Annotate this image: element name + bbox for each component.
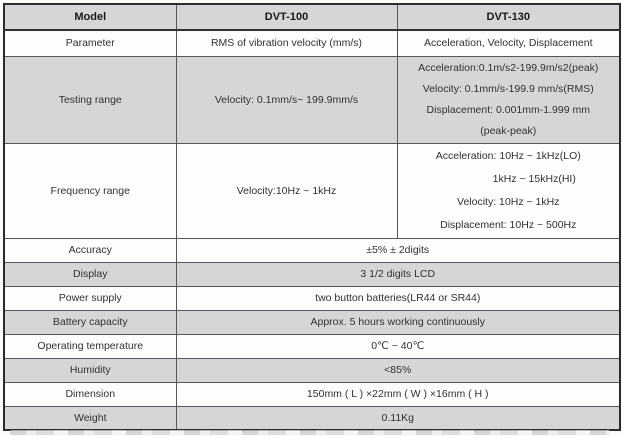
row-operating-temperature-label: Operating temperature [4, 334, 176, 358]
row-parameter-label: Parameter [4, 30, 176, 56]
row-display [4, 262, 620, 286]
testing-range-line-peak-peak: (peak-peak) [480, 125, 537, 138]
row-dimension-label: Dimension [4, 382, 176, 406]
row-weight-value: 0.11Kg [176, 406, 620, 430]
frequency-range-line-velocity: Velocity: 10Hz ~ 1kHz [457, 196, 560, 209]
row-parameter [4, 30, 620, 56]
row-accuracy [4, 238, 620, 262]
row-battery-capacity [4, 310, 620, 334]
row-frequency-range-dvt100: Velocity:10Hz ~ 1kHz [176, 143, 397, 238]
row-testing-range [4, 56, 620, 143]
row-weight [4, 406, 620, 430]
frequency-range-line-displacement: Displacement: 10Hz ~ 500Hz [440, 219, 577, 232]
row-operating-temperature-value: 0℃ ~ 40℃ [176, 334, 620, 358]
page-bottom-scan-shadow [10, 430, 610, 435]
frequency-range-line-acceleration: Acceleration: 10Hz ~ 1kHz(LO) [435, 149, 581, 162]
row-dimension [4, 382, 620, 406]
row-display-label: Display [4, 262, 176, 286]
testing-range-line-velocity: Velocity: 0.1mm/s-199.9 mm/s(RMS) [422, 82, 594, 95]
header-dvt100: DVT-100 [176, 4, 397, 30]
row-power-supply-label: Power supply [4, 286, 176, 310]
row-testing-range-label: Testing range [4, 56, 176, 143]
row-accuracy-value: ±5% ± 2digits [176, 238, 620, 262]
row-power-supply-value: two button batteries(LR44 or SR44) [176, 286, 620, 310]
row-power-supply [4, 286, 620, 310]
row-display-value: 3 1/2 digits LCD [176, 262, 620, 286]
row-frequency-range-dvt130 [397, 143, 620, 238]
row-weight-label: Weight [4, 406, 176, 430]
row-parameter-dvt130: Acceleration, Velocity, Displacement [397, 30, 620, 56]
row-testing-range-dvt100: Velocity: 0.1mm/s~ 199.9mm/s [176, 56, 397, 143]
testing-range-dvt130-lines [402, 57, 616, 142]
row-humidity-value: <85% [176, 358, 620, 382]
row-accuracy-label: Accuracy [4, 238, 176, 262]
frequency-range-line-acceleration-hi: 1kHz ~ 15kHz(HI) [492, 172, 576, 185]
row-humidity [4, 358, 620, 382]
testing-range-line-displacement: Displacement: 0.001mm-1.999 mm [426, 104, 590, 117]
row-battery-capacity-label: Battery capacity [4, 310, 176, 334]
row-testing-range-dvt130 [397, 56, 620, 143]
row-humidity-label: Humidity [4, 358, 176, 382]
spec-table [3, 3, 621, 431]
row-frequency-range-label: Frequency range [4, 143, 176, 238]
testing-range-line-acceleration: Acceleration:0.1m/s2-199.9m/s2(peak) [418, 61, 599, 74]
row-frequency-range [4, 143, 620, 238]
header-model: Model [4, 4, 176, 30]
row-battery-capacity-value: Approx. 5 hours working continuously [176, 310, 620, 334]
table-header-row [4, 4, 620, 30]
row-operating-temperature [4, 334, 620, 358]
row-parameter-dvt100: RMS of vibration velocity (mm/s) [176, 30, 397, 56]
frequency-range-dvt130-lines [402, 144, 616, 237]
header-dvt130: DVT-130 [397, 4, 620, 30]
row-dimension-value: 150mm ( L ) ×22mm ( W ) ×16mm ( H ) [176, 382, 620, 406]
